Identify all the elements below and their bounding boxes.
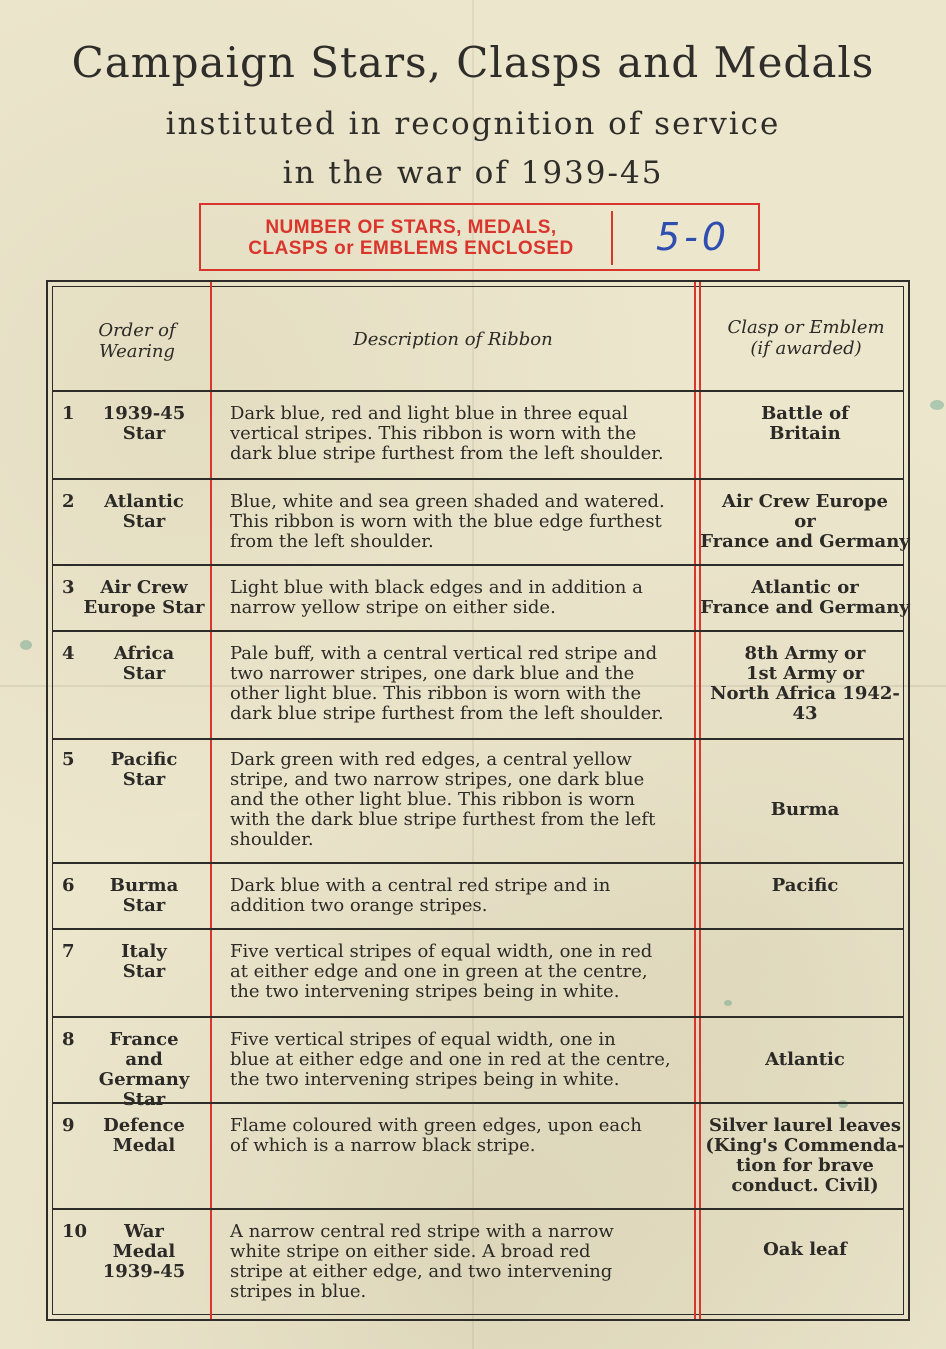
text-line: from the left shoulder. [230,531,434,552]
text-line: This ribbon is worn with the blue edge furthest [230,511,662,532]
text-line: Atlantic [104,491,184,512]
order-number: 9 [62,1115,75,1136]
medal-name [82,876,206,916]
header-text: Wearing [99,341,175,362]
text-line: Light blue with black edges and in addition a [230,577,643,598]
stamp-label-line: NUMBER OF STARS, MEDALS, [265,217,557,238]
column-divider [210,282,212,1319]
text-line: Air Crew Europe [722,491,888,512]
row-divider [52,390,904,392]
text-line: Star [122,895,166,916]
medal-name-cell [62,492,208,532]
text-line: A narrow central red stripe with a narrow [230,1221,614,1242]
text-line: at either edge and one in green at the centre, [230,961,648,982]
text-line: Dark green with red edges, a central yellow [230,749,632,770]
header-text: Order of [98,320,176,341]
text-line: Atlantic or [751,577,859,598]
text-line: dark blue stripe furthest from the left shoulder. [230,703,664,724]
order-number: 1 [62,403,75,424]
order-number: 2 [62,491,75,512]
clasp-emblem-cell [700,644,910,724]
text-line: conduct. Civil) [731,1175,879,1196]
text-line: with the dark blue stripe furthest from the left [230,809,656,830]
stamp-label [215,217,607,259]
text-line: or [794,511,816,532]
clasp-emblem-cell [700,404,910,444]
text-line: North Africa 1942-43 [710,683,900,724]
ribbon-description-cell [230,876,690,916]
clasp-emblem-cell [700,1240,910,1260]
order-number: 5 [62,749,75,770]
text-line: War [124,1221,164,1242]
document-subtitle: instituted in recognition of service [165,106,781,142]
text-line: Oak leaf [763,1239,847,1260]
medal-name [82,404,206,444]
medal-name-cell [62,404,208,444]
row-divider [52,862,904,864]
medal-name-cell [62,644,208,684]
row-divider [52,564,904,566]
text-line: France [109,1029,179,1050]
ink-stain [930,400,944,410]
order-number: 6 [62,875,75,896]
medal-name-cell [62,750,208,790]
document-title: Campaign Stars, Clasps and Medals [71,38,875,87]
text-line: Five vertical stripes of equal width, one in [230,1029,616,1050]
row-divider [52,738,904,740]
medal-name [82,942,206,982]
medal-name [82,1222,206,1282]
medal-name [82,1030,206,1110]
text-line: shoulder. [230,829,314,850]
ribbon-description-cell [230,1116,690,1156]
ribbon-description-cell [230,578,690,618]
text-line: Star [122,1089,166,1110]
medal-name [82,750,206,790]
medal-name-cell [62,1116,208,1156]
medal-name-cell [62,876,208,916]
order-number: 8 [62,1029,75,1050]
order-number: 3 [62,577,75,598]
medal-name [82,492,206,532]
text-line: narrow yellow stripe on either side. [230,597,556,618]
text-line: white stripe on either side. A broad red [230,1241,591,1262]
text-line: Star [122,961,166,982]
text-line: Britain [769,423,841,444]
text-line: dark blue stripe furthest from the left shoulder. [230,443,664,464]
text-line: Burma [770,799,840,820]
text-line: stripe at either edge, and two intervening [230,1261,613,1282]
text-line: 1939-45 [102,1261,186,1282]
text-line: Africa [113,643,175,664]
text-line: Burma [109,875,179,896]
column-divider [694,282,696,1319]
clasp-emblem-cell [700,1116,910,1196]
text-line: Medal [112,1135,176,1156]
medal-name-cell [62,1222,208,1282]
text-line: Italy [121,941,167,962]
text-line: Atlantic [765,1049,845,1070]
text-line: of which is a narrow black stripe. [230,1135,536,1156]
row-divider [52,1016,904,1018]
clasp-emblem-cell [700,800,910,820]
clasp-emblem-cell [700,876,910,896]
text-line: Pale buff, with a central vertical red stripe and [230,643,658,664]
text-line: and Germany [98,1049,190,1090]
text-line: Medal [112,1241,176,1262]
ribbon-description-cell [230,1222,690,1302]
text-line: Air Crew [100,577,188,598]
medal-name [82,578,206,618]
text-line: Star [122,663,166,684]
clasp-emblem-cell [700,1050,910,1070]
text-line: stripe, and two narrow stripes, one dark blue [230,769,645,790]
text-line: France and Germany [700,531,910,552]
row-divider [52,478,904,480]
text-line: 1st Army or [746,663,864,684]
medal-name [82,644,206,684]
text-line: tion for brave [736,1155,874,1176]
text-line: Pacific [771,875,839,896]
stamp-label-line: CLASPS or EMBLEMS ENCLOSED [248,238,574,259]
ribbon-description-cell [230,404,690,464]
medal-name-cell [62,578,208,618]
text-line: Flame coloured with green edges, upon each [230,1115,642,1136]
row-divider [52,1208,904,1210]
text-line: the two intervening stripes being in white. [230,1069,620,1090]
text-line: blue at either edge and one in red at the centre, [230,1049,671,1070]
medal-name-cell [62,1030,208,1110]
order-number: 4 [62,643,75,664]
order-number: 7 [62,941,75,962]
header-text: Clasp or Emblem [727,317,885,338]
text-line: two narrower stripes, one dark blue and the [230,663,635,684]
row-divider [52,928,904,930]
text-line: Defence [103,1115,185,1136]
text-line: 1939-45 [102,403,186,424]
text-line: the two intervening stripes being in white. [230,981,620,1002]
header-description: Description of Ribbon [353,329,553,350]
clasp-emblem-cell [700,492,910,552]
document-subtitle-year: in the war of 1939-45 [282,155,664,191]
handwritten-count: 5-0 [655,215,731,259]
enclosed-count-stamp [199,203,760,271]
ink-stain [20,640,32,650]
ribbon-description-cell [230,1030,690,1090]
medal-name [82,1116,206,1156]
text-line: Silver laurel leaves [709,1115,901,1136]
ribbon-description-cell [230,644,690,724]
header-text: (if awarded) [750,338,862,359]
row-divider [52,630,904,632]
text-line: 8th Army or [744,643,866,664]
ribbon-description-cell [230,942,690,1002]
text-line: Europe Star [83,597,205,618]
medals-table [46,280,910,1321]
text-line: other light blue. This ribbon is worn with the [230,683,642,704]
text-line: (King's Commenda- [705,1135,905,1156]
text-line: Dark blue with a central red stripe and in [230,875,611,896]
header-order-of-wearing [62,320,212,362]
ribbon-description-cell [230,492,690,552]
header-clasp-or-emblem [701,317,911,359]
text-line: France and Germany [700,597,910,618]
text-line: and the other light blue. This ribbon is worn [230,789,635,810]
clasp-emblem-cell [700,578,910,618]
text-line: stripes in blue. [230,1281,367,1302]
text-line: Pacific [110,749,178,770]
medal-name-cell [62,942,208,982]
text-line: Battle of [761,403,849,424]
text-line: addition two orange stripes. [230,895,488,916]
text-line: Star [122,423,166,444]
stamp-divider [611,211,613,265]
text-line: Star [122,511,166,532]
text-line: Blue, white and sea green shaded and watered. [230,491,665,512]
ribbon-description-cell [230,750,690,850]
text-line: Dark blue, red and light blue in three equal [230,403,629,424]
text-line: Star [122,769,166,790]
text-line: vertical stripes. This ribbon is worn with the [230,423,637,444]
order-number: 10 [62,1221,88,1242]
text-line: Five vertical stripes of equal width, one in red [230,941,653,962]
